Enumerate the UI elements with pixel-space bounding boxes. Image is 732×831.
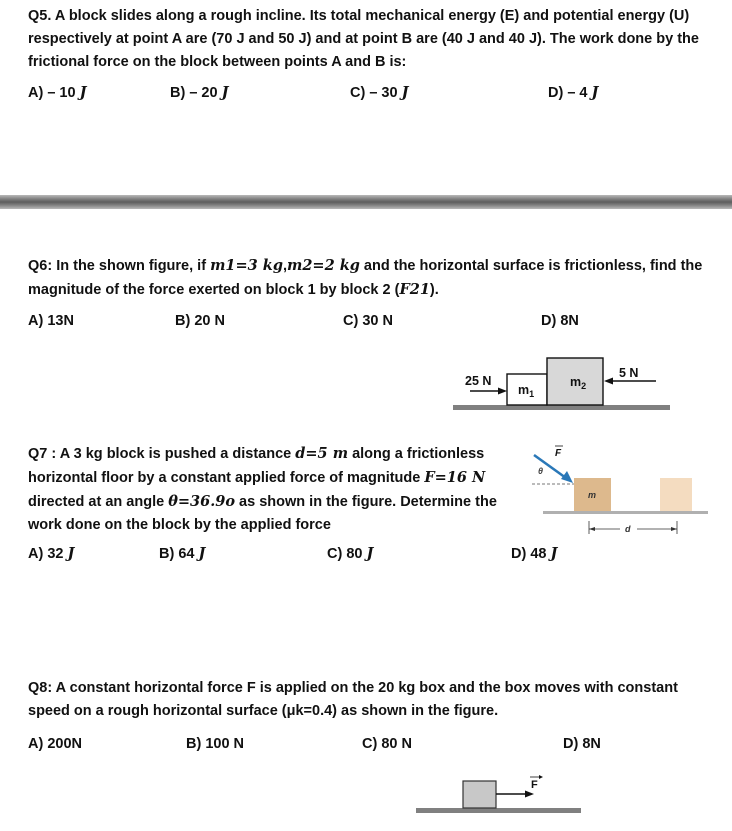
q6-m2-label: $m_2$: [570, 375, 587, 391]
q7-force-label: F: [555, 448, 562, 459]
q5-question: Q5. A block slides along a rough incline. Its total mechanical energy (E) and potential energy (U) respectively at point A are (70 J and 50 J) and at point B are (40 J and 40 J). The work done by the frictional force on the block between points A and B is:: [28, 8, 699, 70]
q8-floor: [416, 808, 581, 813]
q5-option-c[interactable]: C) – 30 J: [350, 84, 409, 101]
q7-option-c[interactable]: C) 80 J: [327, 545, 374, 562]
q7-angle-label: θ: [538, 466, 544, 476]
q5-option-a[interactable]: A) – 10 J: [28, 84, 87, 101]
q8-question: Q8: A constant horizontal force F is applied on the 20 kg box and the box moves with constant speed on a rough horizontal surface (μk=0.4) as shown in the figure.: [28, 680, 678, 719]
q8-option-a[interactable]: A) 200N: [28, 736, 82, 752]
q6-left-force-label: 25 N: [465, 374, 492, 388]
q8-box: [463, 781, 496, 808]
q8-option-c[interactable]: C) 80 N: [362, 736, 412, 752]
q6-right-force-label: 5 N: [619, 366, 639, 380]
q7-mass-label: m: [588, 490, 597, 500]
q7-option-d[interactable]: D) 48 J: [511, 545, 558, 562]
q6-option-d[interactable]: D) 8N: [541, 313, 579, 329]
q7-question: Q7 : A 3 kg block is pushed a distance d=5 m along a frictionless horizontal floor by a constant applied force of magnitude F=16 N directed at an angle θ=36.9o as shown in the figure. Determine the work done on the block by the applied force: [28, 445, 497, 533]
q7-option-b[interactable]: B) 64 J: [159, 545, 206, 562]
q6-option-a[interactable]: A) 13N: [28, 313, 74, 329]
q7-option-a[interactable]: A) 32 J: [28, 545, 75, 562]
q8-option-b[interactable]: B) 100 N: [186, 736, 245, 752]
q6-option-b[interactable]: B) 20 N: [175, 313, 225, 329]
q5-option-b[interactable]: B) – 20 J: [170, 84, 229, 101]
q6-m1-label: $m_1$: [518, 383, 535, 399]
q7-distance-label: d: [625, 524, 631, 534]
q6-question: Q6: In the shown figure, if m1=3 kg,m2=2 kg and the horizontal surface is frictionless, find the magnitude of the force exerted on block 1 by block 2 (F21).: [28, 257, 703, 298]
q6-option-c[interactable]: C) 30 N: [343, 313, 393, 329]
q8-option-d[interactable]: D) 8N: [563, 736, 601, 752]
q5-option-d[interactable]: D) – 4 J: [548, 84, 599, 101]
q8-force-label: F: [531, 779, 538, 791]
